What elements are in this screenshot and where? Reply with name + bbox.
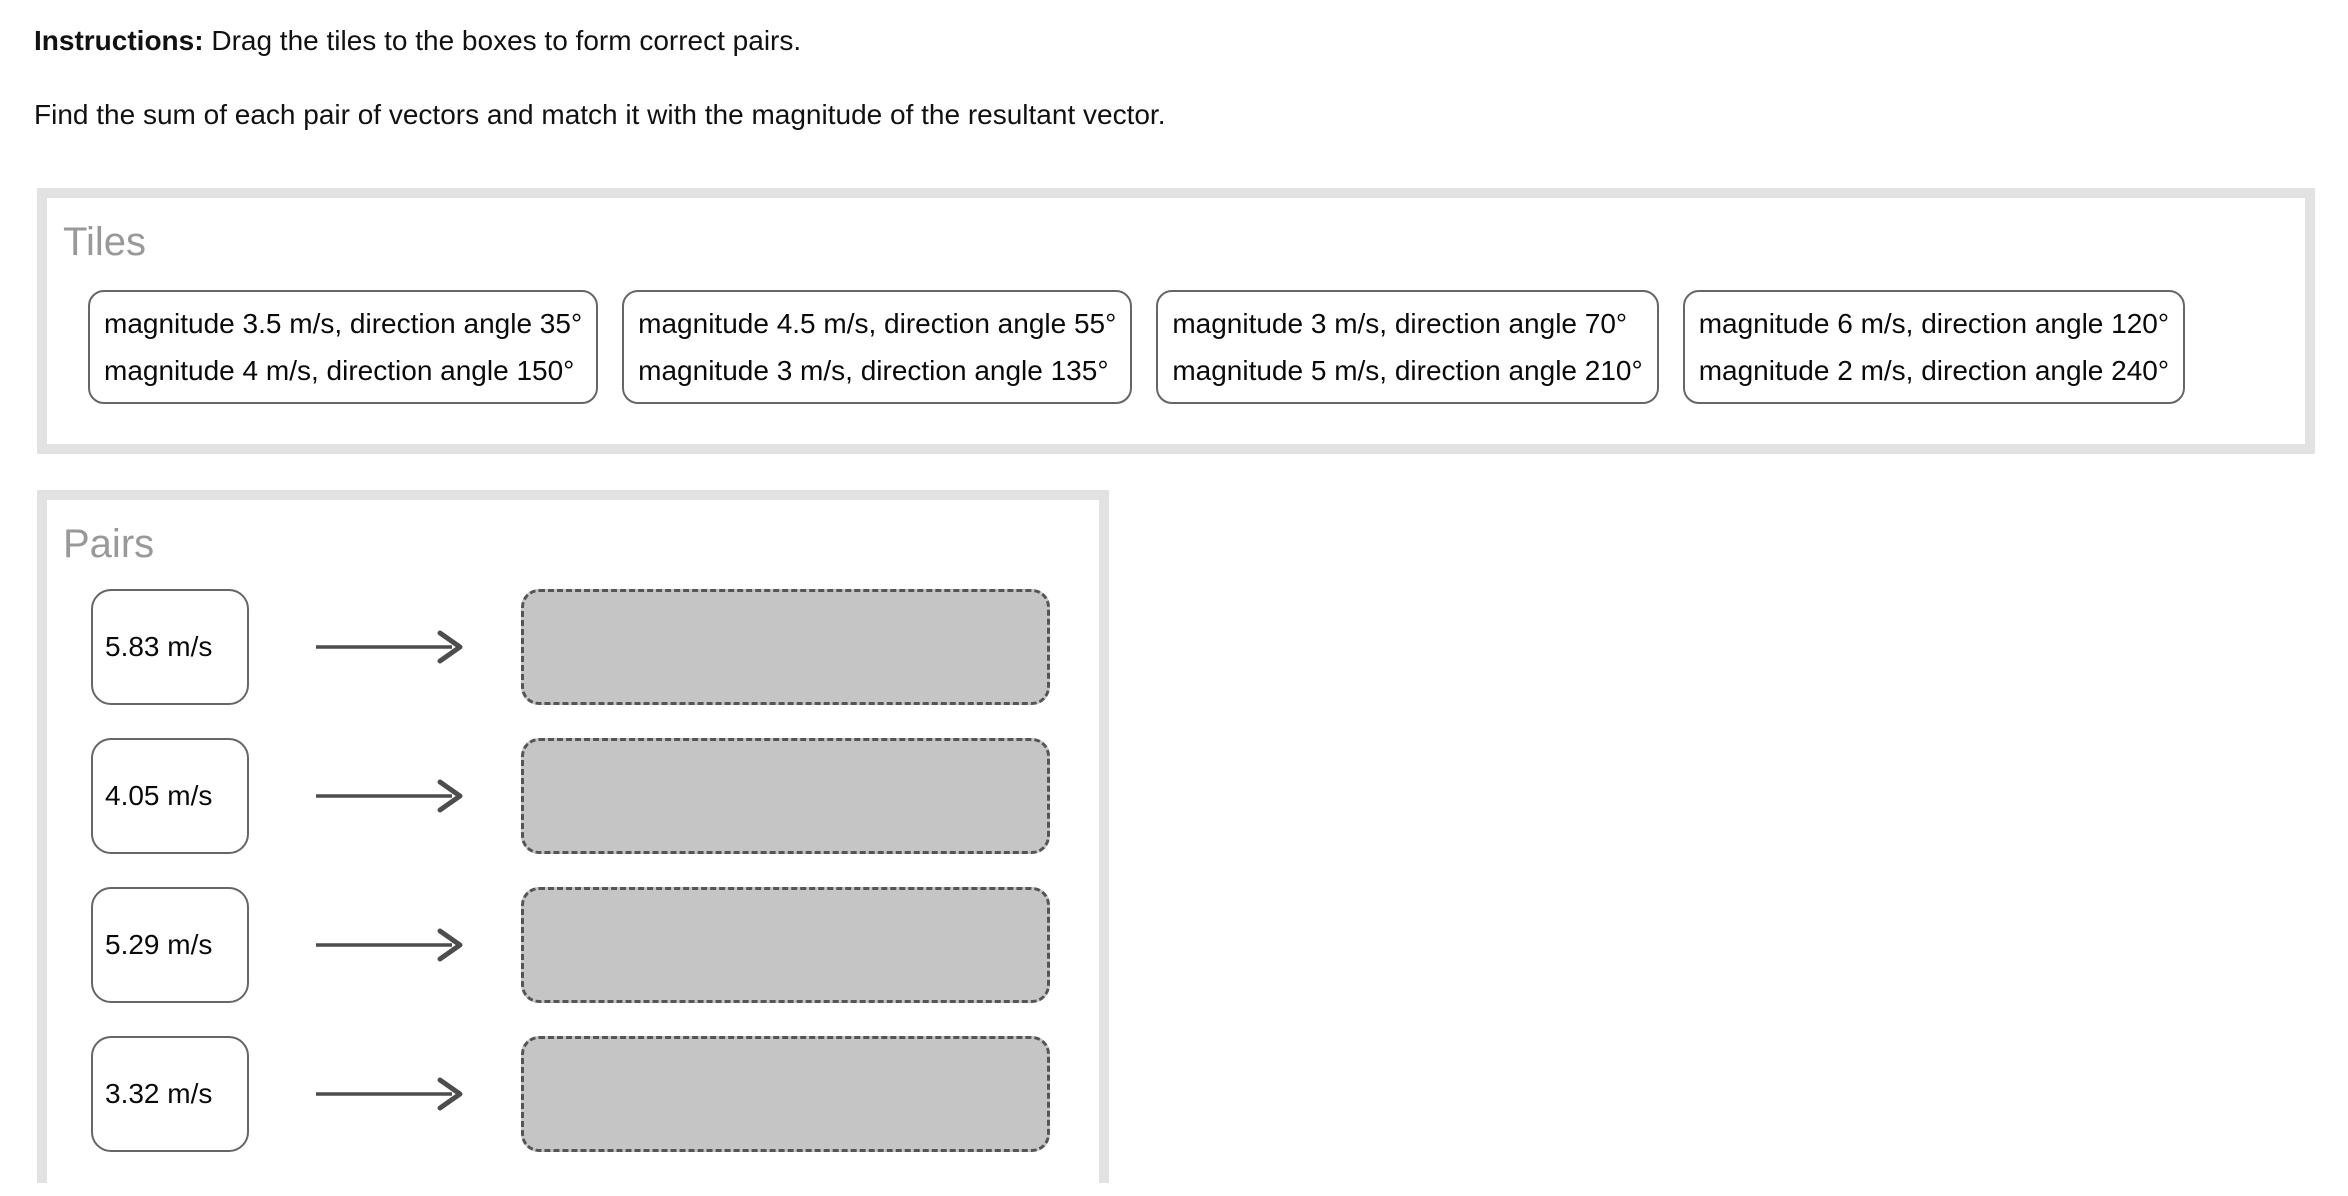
tile-line: magnitude 6 m/s, direction angle 120° <box>1698 308 2170 339</box>
pair-row-4 <box>91 1036 1099 1152</box>
tiles-panel-label: Tiles <box>63 220 146 264</box>
resultant-magnitude-value: 4.05 m/s <box>105 780 213 811</box>
pair-row-1 <box>91 589 1099 705</box>
instructions-line <box>34 24 2348 58</box>
vector-pair-tile-2[interactable] <box>622 290 1132 404</box>
tile-line: magnitude 3.5 m/s, direction angle 35° <box>104 308 583 339</box>
vector-pair-tile-3[interactable] <box>1156 290 1658 404</box>
vector-pair-tile-4[interactable] <box>1683 290 2185 404</box>
arrow-right-icon <box>314 1072 466 1116</box>
drop-box-3[interactable] <box>521 887 1050 1003</box>
drop-box-2[interactable] <box>521 738 1050 854</box>
tile-line: magnitude 2 m/s, direction angle 240° <box>1698 355 2170 386</box>
resultant-magnitude-box <box>91 738 249 854</box>
instructions-label: Instructions: <box>34 25 204 56</box>
arrow-right-icon <box>314 625 466 669</box>
tile-row <box>88 290 2265 404</box>
instructions-text: Drag the tiles to the boxes to form correct pairs. <box>203 25 802 56</box>
tile-line: magnitude 3 m/s, direction angle 70° <box>1172 308 1628 339</box>
pair-row-2 <box>91 738 1099 854</box>
task-prompt: Find the sum of each pair of vectors and match it with the magnitude of the resultant vector. <box>34 99 1166 130</box>
tile-line: magnitude 5 m/s, direction angle 210° <box>1172 355 1643 386</box>
vector-pair-tile-1[interactable] <box>88 290 598 404</box>
tile-line: magnitude 4.5 m/s, direction angle 55° <box>638 308 1117 339</box>
drop-box-1[interactable] <box>521 589 1050 705</box>
pairs-panel <box>37 490 1109 1183</box>
tile-line: magnitude 3 m/s, direction angle 135° <box>638 355 1109 386</box>
tile-line: magnitude 4 m/s, direction angle 150° <box>104 355 575 386</box>
resultant-magnitude-value: 5.29 m/s <box>105 929 213 960</box>
instructions-block <box>34 24 2348 132</box>
drop-box-4[interactable] <box>521 1036 1050 1152</box>
pairs-panel-label: Pairs <box>63 522 155 566</box>
arrow-right-icon <box>314 774 466 818</box>
tiles-panel <box>37 188 2315 454</box>
resultant-magnitude-box <box>91 1036 249 1152</box>
resultant-magnitude-box <box>91 589 249 705</box>
resultant-magnitude-value: 5.83 m/s <box>105 631 213 662</box>
arrow-right-icon <box>314 923 466 967</box>
resultant-magnitude-value: 3.32 m/s <box>105 1078 213 1109</box>
pair-row-3 <box>91 887 1099 1003</box>
resultant-magnitude-box <box>91 887 249 1003</box>
